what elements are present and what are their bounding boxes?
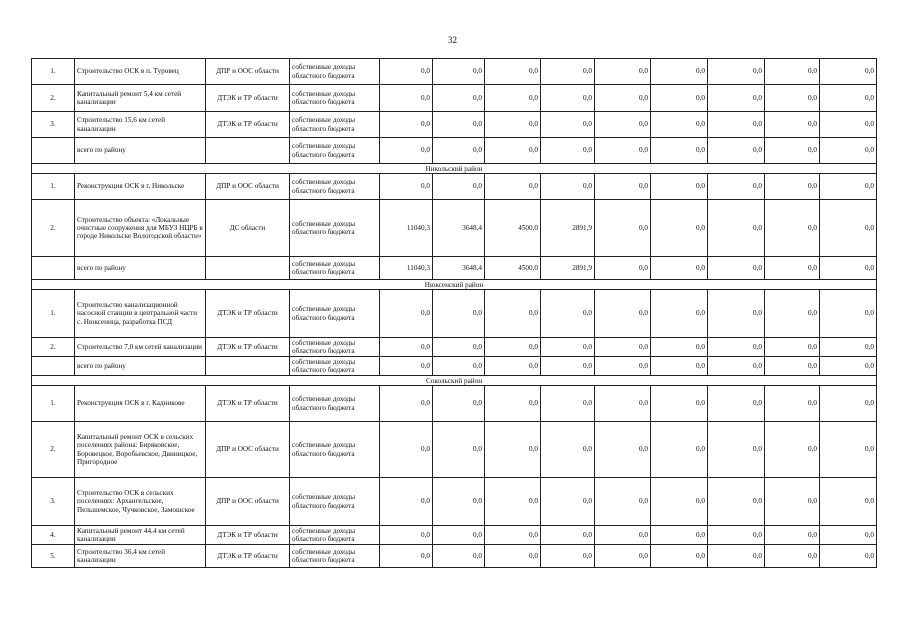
funding-source: собственные доходы областного бюджета [290,422,380,478]
district-header-row [32,280,877,290]
funding-source: собственные доходы областного бюджета [290,545,380,568]
row-number: 1. [32,386,75,422]
amount-cell: 11040,3 [380,257,433,280]
responsible-executor: ДТЭК и ТР области [206,338,290,357]
funding-source: собственные доходы областного бюджета [290,174,380,200]
activity-name: Строительство канализационной насосной станции в центральной части с. Нюксеница, разработка ПСД [75,290,206,338]
amount-cell: 0,0 [820,138,877,164]
amount-cell: 0,0 [708,200,765,257]
amount-cell: 0,0 [380,112,433,138]
amount-cell: 0,0 [708,478,765,526]
amount-cell: 0,0 [433,422,485,478]
amount-cell: 0,0 [541,422,595,478]
responsible-executor: ДПР и ООС области [206,174,290,200]
activity-name: Реконструкция ОСК в г. Кадникове [75,386,206,422]
amount-cell: 0,0 [485,112,541,138]
table-row [32,386,877,422]
amount-cell: 0,0 [708,357,765,376]
amount-cell: 0,0 [541,357,595,376]
amount-cell: 0,0 [820,422,877,478]
amount-cell: 0,0 [820,357,877,376]
amount-cell: 0,0 [651,478,708,526]
district-name: Никольский район [32,164,877,174]
funding-source: собственные доходы областного бюджета [290,257,380,280]
amount-cell: 0,0 [765,422,820,478]
amount-cell: 0,0 [541,138,595,164]
amount-cell: 0,0 [595,338,651,357]
responsible-executor: ДПР и ООС области [206,59,290,85]
amount-cell: 0,0 [765,290,820,338]
row-number: 5. [32,545,75,568]
amount-cell: 0,0 [541,478,595,526]
amount-cell: 0,0 [651,174,708,200]
row-number: 1. [32,174,75,200]
amount-cell: 0,0 [485,526,541,545]
district-header-row [32,164,877,174]
amount-cell: 0,0 [765,85,820,112]
amount-cell: 0,0 [541,526,595,545]
amount-cell: 0,0 [651,138,708,164]
amount-cell: 0,0 [651,257,708,280]
funding-source: собственные доходы областного бюджета [290,112,380,138]
amount-cell: 0,0 [380,545,433,568]
amount-cell: 0,0 [433,112,485,138]
amount-cell: 0,0 [708,59,765,85]
amount-cell: 0,0 [595,422,651,478]
amount-cell: 0,0 [433,478,485,526]
amount-cell: 0,0 [380,357,433,376]
amount-cell: 0,0 [651,526,708,545]
amount-cell: 0,0 [820,59,877,85]
amount-cell: 0,0 [433,526,485,545]
row-number: 2. [32,338,75,357]
amount-cell: 0,0 [820,112,877,138]
amount-cell: 0,0 [820,290,877,338]
amount-cell: 0,0 [820,338,877,357]
amount-cell: 0,0 [541,545,595,568]
table-row [32,112,877,138]
activity-name: Строительство 36,4 км сетей канализации [75,545,206,568]
row-number: 3. [32,478,75,526]
amount-cell: 0,0 [765,200,820,257]
amount-cell: 0,0 [651,338,708,357]
amount-cell: 0,0 [651,386,708,422]
amount-cell: 0,0 [708,85,765,112]
activity-name: всего по району [75,357,206,376]
row-number: 2. [32,422,75,478]
responsible-executor: ДПР и ООС области [206,478,290,526]
amount-cell: 0,0 [820,257,877,280]
amount-cell: 0,0 [820,174,877,200]
funding-source: собственные доходы областного бюджета [290,386,380,422]
responsible-executor: ДС области [206,200,290,257]
amount-cell: 0,0 [380,59,433,85]
amount-cell: 0,0 [380,386,433,422]
amount-cell: 0,0 [485,422,541,478]
funding-source: собственные доходы областного бюджета [290,59,380,85]
amount-cell: 0,0 [708,257,765,280]
responsible-executor [206,257,290,280]
amount-cell: 3648,4 [433,257,485,280]
amount-cell: 0,0 [765,545,820,568]
amount-cell: 0,0 [541,174,595,200]
activity-name: Строительство ОСК в сельских поселениях: Архангельское, Пельшемское, Чучковское, Замошское [75,478,206,526]
amount-cell: 0,0 [380,526,433,545]
row-number: 2. [32,85,75,112]
amount-cell: 0,0 [485,386,541,422]
amount-cell: 0,0 [708,526,765,545]
amount-cell: 0,0 [595,85,651,112]
responsible-executor: ДТЭК и ТР области [206,85,290,112]
responsible-executor: ДТЭК и ТР области [206,112,290,138]
amount-cell: 0,0 [485,174,541,200]
page-number: 32 [448,35,457,45]
amount-cell: 0,0 [485,545,541,568]
amount-cell: 0,0 [820,85,877,112]
amount-cell: 0,0 [651,59,708,85]
activity-name: Строительство ОСК в п. Туровец [75,59,206,85]
activity-name: всего по району [75,138,206,164]
amount-cell: 0,0 [541,85,595,112]
amount-cell: 0,0 [708,174,765,200]
amount-cell: 0,0 [541,112,595,138]
table-row [32,526,877,545]
district-total-row [32,138,877,164]
amount-cell: 0,0 [485,357,541,376]
amount-cell: 0,0 [595,112,651,138]
budget-table [31,58,877,568]
responsible-executor: ДПР и ООС области [206,422,290,478]
amount-cell: 0,0 [380,338,433,357]
amount-cell: 0,0 [433,290,485,338]
amount-cell: 0,0 [765,112,820,138]
amount-cell: 2891,9 [541,200,595,257]
table-row [32,545,877,568]
amount-cell: 0,0 [485,478,541,526]
amount-cell: 0,0 [765,526,820,545]
amount-cell: 0,0 [765,174,820,200]
amount-cell: 0,0 [433,357,485,376]
amount-cell: 0,0 [485,85,541,112]
activity-name: Строительство 7,0 км сетей канализации [75,338,206,357]
amount-cell: 0,0 [380,422,433,478]
amount-cell: 0,0 [651,357,708,376]
amount-cell: 0,0 [595,290,651,338]
amount-cell: 0,0 [651,85,708,112]
funding-source: собственные доходы областного бюджета [290,338,380,357]
amount-cell: 0,0 [765,386,820,422]
funding-source: собственные доходы областного бюджета [290,138,380,164]
table-row [32,338,877,357]
amount-cell: 0,0 [820,478,877,526]
funding-source: собственные доходы областного бюджета [290,357,380,376]
amount-cell: 0,0 [820,386,877,422]
row-number: 1. [32,59,75,85]
activity-name: Капитальный ремонт ОСК в сельских поселениях района: Биряковское, Боровецкое, Воробьевское, Двиницкое, Пригородное [75,422,206,478]
amount-cell: 0,0 [485,138,541,164]
funding-source: собственные доходы областного бюджета [290,478,380,526]
amount-cell: 0,0 [433,85,485,112]
amount-cell: 0,0 [708,422,765,478]
amount-cell: 0,0 [708,545,765,568]
table-row [32,200,877,257]
amount-cell: 0,0 [651,200,708,257]
amount-cell: 0,0 [380,174,433,200]
amount-cell: 0,0 [651,545,708,568]
amount-cell: 3648,4 [433,200,485,257]
amount-cell: 0,0 [765,59,820,85]
amount-cell: 0,0 [765,478,820,526]
activity-name: Реконструкция ОСК в г. Никольске [75,174,206,200]
amount-cell: 0,0 [433,59,485,85]
amount-cell: 11040,3 [380,200,433,257]
amount-cell: 0,0 [595,174,651,200]
amount-cell: 0,0 [595,200,651,257]
funding-source: собственные доходы областного бюджета [290,85,380,112]
row-number: 1. [32,290,75,338]
amount-cell: 0,0 [708,112,765,138]
amount-cell: 0,0 [595,138,651,164]
amount-cell: 4500,0 [485,257,541,280]
amount-cell: 0,0 [380,290,433,338]
amount-cell: 0,0 [765,138,820,164]
amount-cell: 0,0 [541,290,595,338]
row-number [32,257,75,280]
district-total-row [32,257,877,280]
amount-cell: 0,0 [820,545,877,568]
amount-cell: 0,0 [485,290,541,338]
amount-cell: 0,0 [433,386,485,422]
amount-cell: 0,0 [380,138,433,164]
amount-cell: 0,0 [595,257,651,280]
amount-cell: 2891,9 [541,257,595,280]
activity-name: Строительство 15,6 км сетей канализации [75,112,206,138]
responsible-executor: ДТЭК и ТР области [206,290,290,338]
amount-cell: 0,0 [708,138,765,164]
activity-name: всего по району [75,257,206,280]
activity-name: Капитальный ремонт 5,4 км сетей канализации [75,85,206,112]
responsible-executor: ДТЭК и ТР области [206,545,290,568]
amount-cell: 4500,0 [485,200,541,257]
responsible-executor: ДТЭК и ТР области [206,386,290,422]
amount-cell: 0,0 [485,59,541,85]
amount-cell: 0,0 [595,545,651,568]
amount-cell: 0,0 [595,526,651,545]
responsible-executor: ДТЭК и ТР области [206,526,290,545]
row-number [32,357,75,376]
responsible-executor [206,138,290,164]
amount-cell: 0,0 [541,386,595,422]
row-number: 2. [32,200,75,257]
amount-cell: 0,0 [651,112,708,138]
amount-cell: 0,0 [708,290,765,338]
amount-cell: 0,0 [595,386,651,422]
amount-cell: 0,0 [380,85,433,112]
amount-cell: 0,0 [765,357,820,376]
responsible-executor [206,357,290,376]
amount-cell: 0,0 [433,545,485,568]
amount-cell: 0,0 [708,386,765,422]
amount-cell: 0,0 [651,422,708,478]
amount-cell: 0,0 [595,59,651,85]
row-number: 3. [32,112,75,138]
district-name: Нюксенский район [32,280,877,290]
amount-cell: 0,0 [820,200,877,257]
funding-source: собственные доходы областного бюджета [290,200,380,257]
district-header-row [32,376,877,386]
table-row [32,174,877,200]
table-row [32,85,877,112]
amount-cell: 0,0 [433,138,485,164]
table-row [32,422,877,478]
amount-cell: 0,0 [541,338,595,357]
district-name: Сокольский район [32,376,877,386]
amount-cell: 0,0 [485,338,541,357]
amount-cell: 0,0 [380,478,433,526]
funding-source: собственные доходы областного бюджета [290,290,380,338]
amount-cell: 0,0 [595,357,651,376]
activity-name: Строительство объекта: «Локальные очистные сооружения для МБУЗ НЦРБ в городе Никольске Вологодской области» [75,200,206,257]
amount-cell: 0,0 [541,59,595,85]
amount-cell: 0,0 [820,526,877,545]
district-total-row [32,357,877,376]
amount-cell: 0,0 [765,338,820,357]
amount-cell: 0,0 [765,257,820,280]
row-number: 4. [32,526,75,545]
row-number [32,138,75,164]
amount-cell: 0,0 [595,478,651,526]
table-row [32,290,877,338]
amount-cell: 0,0 [708,338,765,357]
table-row [32,59,877,85]
activity-name: Капитальный ремонт 44,4 км сетей канализации [75,526,206,545]
amount-cell: 0,0 [651,290,708,338]
table-row [32,478,877,526]
funding-source: собственные доходы областного бюджета [290,526,380,545]
amount-cell: 0,0 [433,338,485,357]
amount-cell: 0,0 [433,174,485,200]
